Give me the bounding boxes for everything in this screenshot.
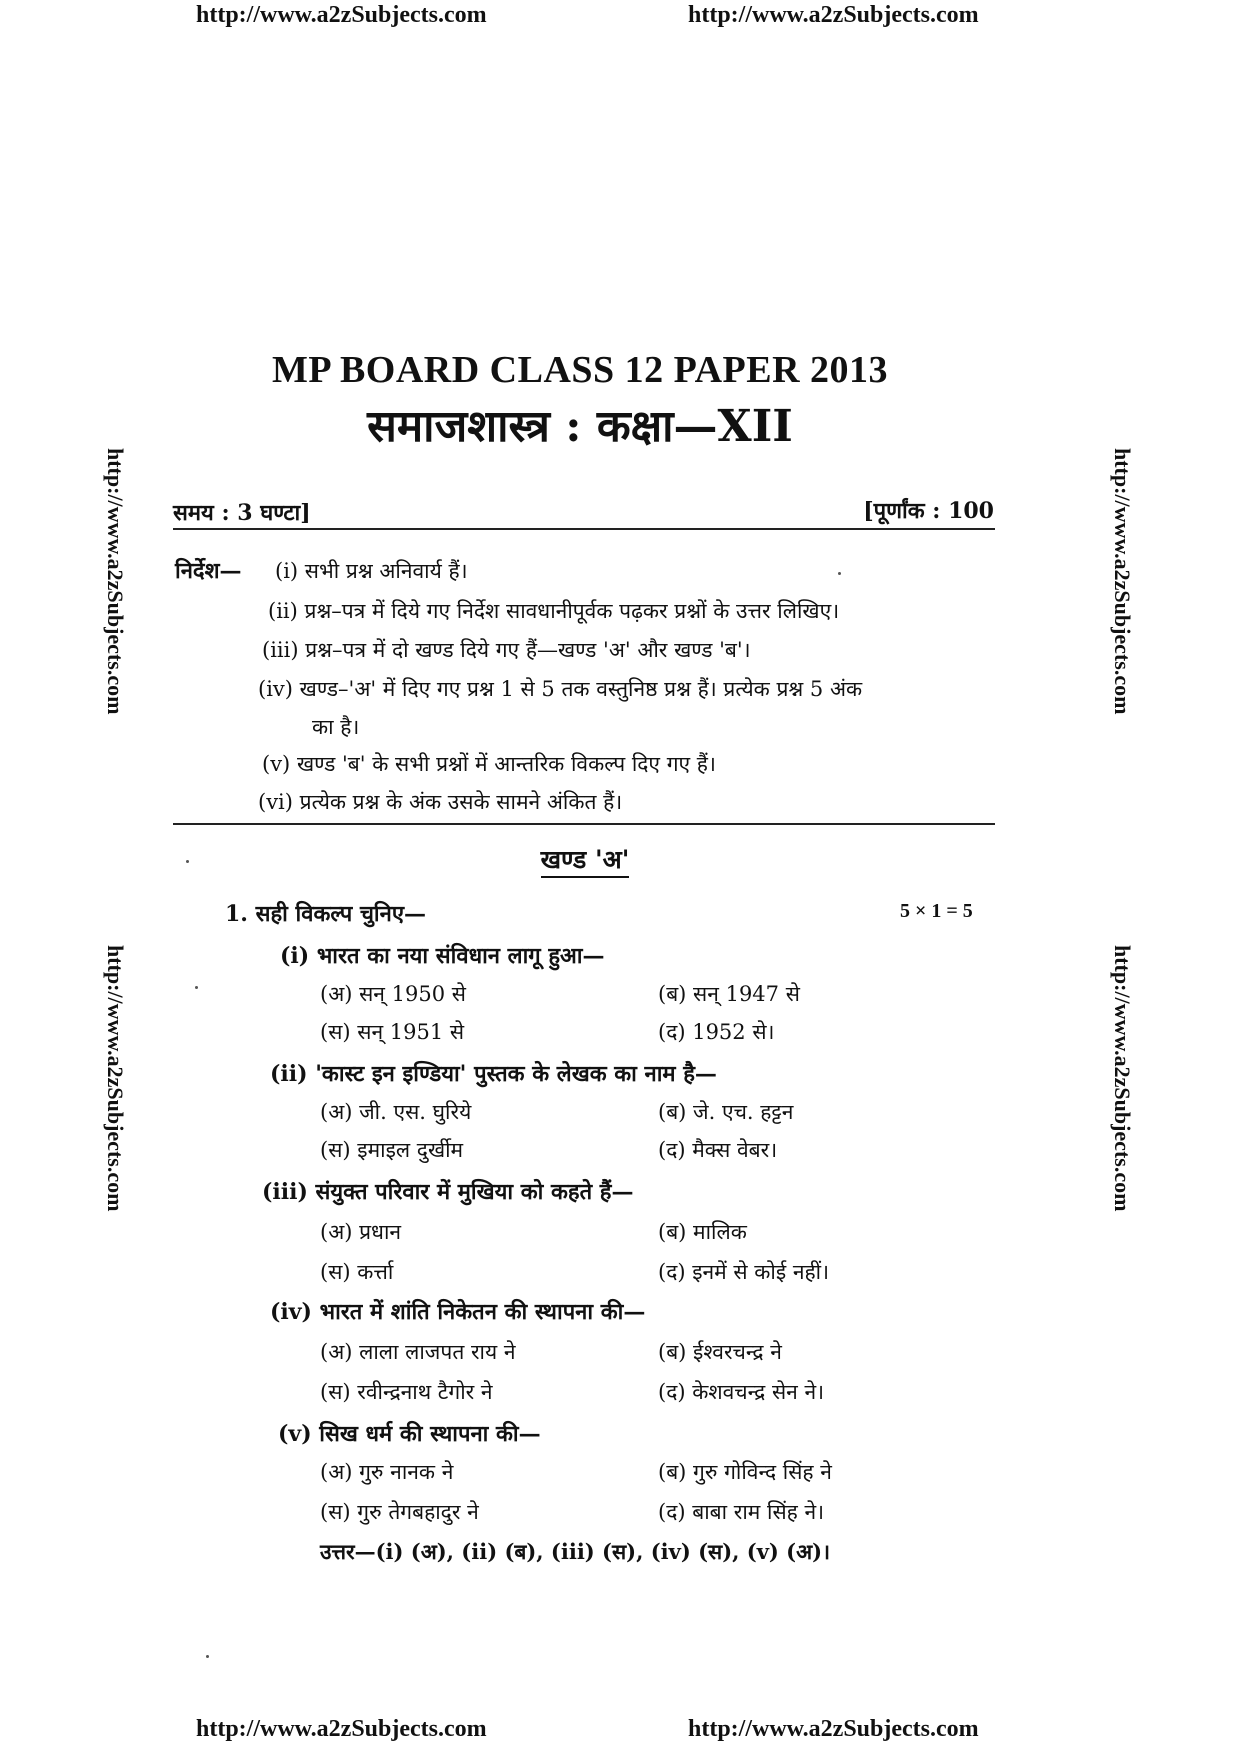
instruction-text: खण्ड–'अ' में दिए गए प्रश्न 1 से 5 तक वस्तुनिष्ठ प्रश्न हैं। प्रत्येक प्रश्न 5 अंक: [299, 677, 863, 701]
sub-question: (v) सिख धर्म की स्थापना की—: [278, 1421, 541, 1447]
section-title: खण्ड 'अ': [541, 845, 630, 878]
paper-title-english: MP BOARD CLASS 12 PAPER 2013: [271, 349, 889, 391]
divider: [173, 528, 995, 530]
watermark-url-text: http://www.a2zSubjects.com: [1110, 448, 1135, 715]
sub-question: (iii) संयुक्त परिवार में मुखिया को कहते हैं—: [262, 1179, 634, 1205]
option-d: (द) मैक्स वेबर।: [658, 1138, 778, 1162]
section-heading: [0, 842, 1170, 876]
paper-title-hindi: समाजशास्त्र : कक्षा—XII: [367, 401, 793, 452]
instruction-item: [258, 675, 862, 703]
instruction-text: प्रश्न–पत्र में दो खण्ड दिये गए हैं—खण्ड 'अ' और खण्ड 'ब'।: [305, 638, 751, 662]
option-a: (अ) जी. एस. घुरिये: [320, 1100, 472, 1124]
option-b: (ब) सन् 1947 से: [658, 982, 800, 1006]
option-c: (स) सन् 1951 से: [320, 1020, 465, 1044]
instruction-item: [258, 788, 622, 816]
answer-key: उत्तर—(i) (अ), (ii) (ब), (iii) (स), (iv) (स), (v) (अ)।: [320, 1539, 831, 1564]
option-b: (ब) जे. एच. हट्टन: [658, 1100, 794, 1124]
option-a: (अ) गुरु नानक ने: [320, 1460, 454, 1484]
watermark-url-bottom-right: http://www.a2zSubjects.com: [688, 1716, 979, 1742]
instruction-text: का है।: [312, 715, 360, 739]
max-marks: [पूर्णांक : 100: [863, 498, 994, 524]
watermark-url-bottom-left: http://www.a2zSubjects.com: [196, 1716, 487, 1742]
divider: [173, 823, 995, 825]
scan-speck: [195, 986, 198, 989]
option-d: (द) 1952 से।: [658, 1020, 775, 1044]
watermark-url-text: http://www.a2zSubjects.com: [1110, 945, 1135, 1212]
watermark-url-text: http://www.a2zSubjects.com: [103, 448, 128, 715]
instruction-number: (iv): [258, 677, 293, 701]
option-c: (स) कर्त्ता: [320, 1260, 394, 1284]
scan-speck: [838, 572, 841, 575]
instruction-item: [268, 597, 839, 625]
instruction-text: प्रत्येक प्रश्न के अंक उसके सामने अंकित हैं।: [299, 790, 623, 814]
option-d: (द) बाबा राम सिंह ने।: [658, 1500, 825, 1524]
option-a: (अ) सन् 1950 से: [320, 982, 466, 1006]
option-d: (द) इनमें से कोई नहीं।: [658, 1260, 830, 1284]
instruction-item: [262, 636, 751, 664]
option-b: (ब) गुरु गोविन्द सिंह ने: [658, 1460, 832, 1484]
option-a: (अ) प्रधान: [320, 1220, 402, 1244]
option-d: (द) केशवचन्द्र सेन ने।: [658, 1380, 825, 1404]
watermark-url-top-right: http://www.a2zSubjects.com: [688, 2, 979, 28]
option-b: (ब) मालिक: [658, 1220, 747, 1244]
instruction-number: (i): [275, 559, 299, 583]
instruction-item: [262, 750, 716, 778]
scan-speck: [206, 1655, 209, 1658]
question-1-label: 1. सही विकल्प चुनिए—: [225, 901, 427, 927]
instructions-label: निर्देश—: [175, 558, 242, 584]
option-b: (ब) ईश्वरचन्द्र ने: [658, 1340, 782, 1364]
watermark-url-top-left: http://www.a2zSubjects.com: [196, 2, 487, 28]
scan-speck: [186, 860, 189, 863]
instruction-item-continued: [312, 713, 359, 741]
instruction-text: प्रश्न–पत्र में दिये गए निर्देश सावधानीपूर्वक पढ़कर प्रश्नों के उत्तर लिखिए।: [304, 599, 840, 623]
option-c: (स) गुरु तेगबहादुर ने: [320, 1500, 479, 1524]
question-1-marks: 5 × 1 = 5: [900, 900, 973, 922]
option-a: (अ) लाला लाजपत राय ने: [320, 1340, 516, 1364]
sub-question: (iv) भारत में शांति निकेतन की स्थापना की—: [270, 1299, 646, 1325]
instruction-text: खण्ड 'ब' के सभी प्रश्नों में आन्तरिक विकल्प दिए गए हैं।: [296, 752, 716, 776]
instruction-number: (vi): [258, 790, 293, 814]
instruction-item: [275, 557, 468, 585]
watermark-url-text: http://www.a2zSubjects.com: [103, 945, 128, 1212]
instruction-text: सभी प्रश्न अनिवार्य हैं।: [304, 559, 468, 583]
option-c: (स) रवीन्द्रनाथ टैगोर ने: [320, 1380, 493, 1404]
instruction-number: (v): [262, 752, 291, 776]
sub-question: (ii) 'कास्ट इन इण्डिया' पुस्तक के लेखक का नाम है—: [270, 1061, 717, 1087]
instruction-number: (ii): [268, 599, 298, 623]
time-allowed: समय : 3 घण्टा]: [173, 500, 311, 526]
option-c: (स) इमाइल दुर्खीम: [320, 1138, 464, 1162]
sub-question: (i) भारत का नया संविधान लागू हुआ—: [280, 943, 605, 969]
instruction-number: (iii): [262, 638, 299, 662]
